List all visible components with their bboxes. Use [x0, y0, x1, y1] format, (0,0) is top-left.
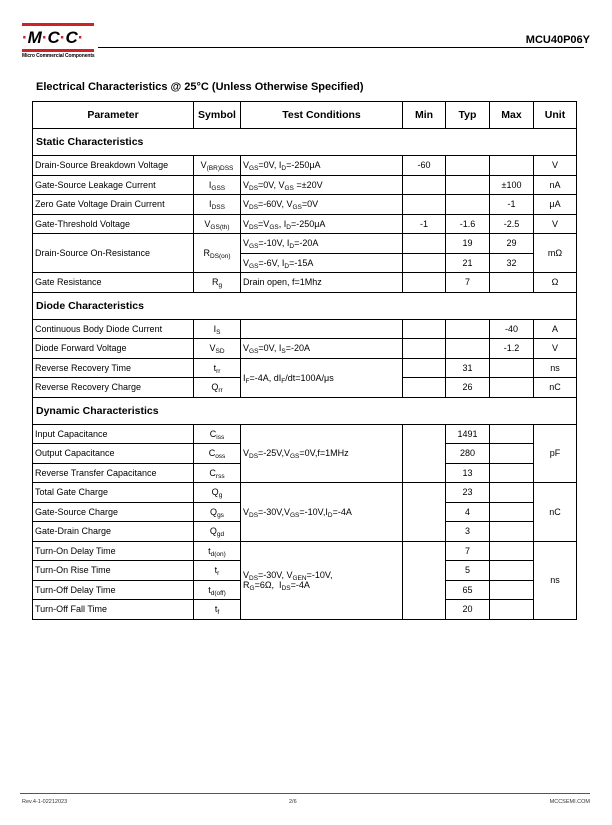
- min: -60: [403, 156, 446, 176]
- footer-website: MCCSEMI.COM: [549, 799, 590, 805]
- typ: 19: [446, 234, 490, 254]
- header-parameter: Parameter: [33, 102, 194, 129]
- header-test-conditions: Test Conditions: [241, 102, 403, 129]
- max: [490, 541, 534, 561]
- typ: 3: [446, 522, 490, 542]
- test-condition: Drain open, f=1Mhz: [241, 273, 403, 293]
- test-condition: $V_{DS}=0V$, $V_{GS} =\pm 20V$: [241, 175, 403, 195]
- typ: 26: [446, 378, 490, 398]
- group-row-static: [33, 129, 577, 156]
- max: [490, 156, 534, 176]
- max: [490, 580, 534, 600]
- max: [490, 561, 534, 581]
- typ: 31: [446, 358, 490, 378]
- symbol: $R_g$: [194, 273, 241, 293]
- symbol: $t_r$: [194, 561, 241, 581]
- symbol: $t_{rr}$: [194, 358, 241, 378]
- footer-revision: Rev.4-1-02212023: [22, 799, 68, 805]
- symbol: $Q_{gs}$: [194, 502, 241, 522]
- min: -1: [403, 214, 446, 234]
- unit: ns: [534, 358, 577, 378]
- param: Turn-On Rise Time: [33, 561, 194, 581]
- symbol: $t_f$: [194, 600, 241, 620]
- typ: [446, 156, 490, 176]
- max: 29: [490, 234, 534, 254]
- min: [403, 339, 446, 359]
- max: -1.2: [490, 339, 534, 359]
- max: [490, 600, 534, 620]
- footer-page-number: 2/6: [289, 799, 297, 805]
- symbol: $t_{d(off)}$: [194, 580, 241, 600]
- typ: -1.6: [446, 214, 490, 234]
- footer-rule: [20, 793, 590, 794]
- table-header-row: [33, 102, 577, 129]
- symbol: $Q_{gd}$: [194, 522, 241, 542]
- max: [490, 444, 534, 464]
- electrical-characteristics-table: [32, 101, 577, 620]
- param: Zero Gate Voltage Drain Current: [33, 195, 194, 215]
- unit: V: [534, 156, 577, 176]
- header-typ: Typ: [446, 102, 490, 129]
- max: -40: [490, 319, 534, 339]
- max: [490, 424, 534, 444]
- test-condition: $I_F=-4A$, $dI_F/dt=100A/\mu s$: [241, 358, 403, 397]
- table-row: [33, 234, 577, 254]
- max: -2.5: [490, 214, 534, 234]
- group-title: Dynamic Characteristics: [33, 397, 577, 424]
- typ: 7: [446, 541, 490, 561]
- mcc-logo: [22, 23, 97, 59]
- typ: 1491: [446, 424, 490, 444]
- unit: ns: [534, 541, 577, 619]
- param: Reverse Recovery Charge: [33, 378, 194, 398]
- min: [403, 253, 446, 273]
- test-condition: $V_{DS}=-25V,V_{GS}=0V,f=1MHz$: [241, 424, 403, 483]
- typ: 65: [446, 580, 490, 600]
- param: Total Gate Charge: [33, 483, 194, 503]
- unit: nC: [534, 378, 577, 398]
- unit: Ω: [534, 273, 577, 293]
- table-row: [33, 195, 577, 215]
- max: 32: [490, 253, 534, 273]
- min: [403, 541, 446, 619]
- typ: [446, 339, 490, 359]
- typ: 13: [446, 463, 490, 483]
- header-max: Max: [490, 102, 534, 129]
- unit: nA: [534, 175, 577, 195]
- logo-top-bar: [22, 23, 94, 26]
- typ: 5: [446, 561, 490, 581]
- unit: μA: [534, 195, 577, 215]
- test-condition: $V_{GS}=-10V$, $I_D=-20A$: [241, 234, 403, 254]
- test-condition: $V_{DS}=-60V$, $V_{GS}=0V$: [241, 195, 403, 215]
- max: [490, 502, 534, 522]
- test-condition: $V_{GS}=0V$, $I_D=-250\mu A$: [241, 156, 403, 176]
- table-row: [33, 319, 577, 339]
- param: Input Capacitance: [33, 424, 194, 444]
- param: Gate Resistance: [33, 273, 194, 293]
- min: [403, 358, 446, 378]
- param: Continuous Body Diode Current: [33, 319, 194, 339]
- test-condition: $V_{DS}=V_{GS}$, $I_D=-250\mu A$: [241, 214, 403, 234]
- header-unit: Unit: [534, 102, 577, 129]
- param: Gate-Drain Charge: [33, 522, 194, 542]
- typ: 21: [446, 253, 490, 273]
- symbol: $I_{DSS}$: [194, 195, 241, 215]
- test-condition: $V_{GS}=0V$, $I_S=-20A$: [241, 339, 403, 359]
- part-number: MCU40P06Y: [525, 34, 590, 46]
- param: Reverse Transfer Capacitance: [33, 463, 194, 483]
- symbol: $V_{SD}$: [194, 339, 241, 359]
- unit: V: [534, 339, 577, 359]
- logo-subtitle: Micro Commercial Components: [22, 53, 95, 59]
- typ: [446, 175, 490, 195]
- unit: mΩ: [534, 234, 577, 273]
- table-row: [33, 175, 577, 195]
- param: Reverse Recovery Time: [33, 358, 194, 378]
- test-condition: [241, 319, 403, 339]
- typ: 4: [446, 502, 490, 522]
- typ: 20: [446, 600, 490, 620]
- param: Turn-On Delay Time: [33, 541, 194, 561]
- typ: [446, 195, 490, 215]
- min: [403, 195, 446, 215]
- header-min: Min: [403, 102, 446, 129]
- max: [490, 273, 534, 293]
- max: ±100: [490, 175, 534, 195]
- group-title: Diode Characteristics: [33, 292, 577, 319]
- param: Gate-Source Charge: [33, 502, 194, 522]
- param: Drain-Source Breakdown Voltage: [33, 156, 194, 176]
- max: [490, 463, 534, 483]
- table-row: [33, 483, 577, 503]
- table-row: [33, 358, 577, 378]
- logo-bottom-bar: [22, 49, 94, 52]
- param: Turn-Off Delay Time: [33, 580, 194, 600]
- max: [490, 378, 534, 398]
- symbol: $Q_g$: [194, 483, 241, 503]
- max: [490, 522, 534, 542]
- param: Gate-Threshold Voltage: [33, 214, 194, 234]
- table-row: [33, 156, 577, 176]
- typ: 23: [446, 483, 490, 503]
- max: [490, 358, 534, 378]
- typ: 280: [446, 444, 490, 464]
- test-condition: $V_{DS}=-30V$, $V_{GEN}=-10V$, $R_G=6\Omega$, $I_{DS}=-4A$: [241, 541, 403, 619]
- symbol: $V_{(BR)DSS}$: [194, 156, 241, 176]
- min: [403, 483, 446, 542]
- symbol: $V_{GS(th)}$: [194, 214, 241, 234]
- table-row: [33, 214, 577, 234]
- unit: pF: [534, 424, 577, 483]
- table-row: [33, 273, 577, 293]
- symbol: $C_{rss}$: [194, 463, 241, 483]
- test-condition: $V_{DS}=-30V,V_{GS}=-10V,I_D=-4A$: [241, 483, 403, 542]
- symbol: $I_S$: [194, 319, 241, 339]
- max: [490, 483, 534, 503]
- symbol: $I_{GSS}$: [194, 175, 241, 195]
- symbol: $R_{DS(on)}$: [194, 234, 241, 273]
- param: Gate-Source Leakage Current: [33, 175, 194, 195]
- test-condition: $V_{GS}=-6V$, $I_D=-15A$: [241, 253, 403, 273]
- min: [403, 424, 446, 483]
- typ: 7: [446, 273, 490, 293]
- symbol: $Q_{rr}$: [194, 378, 241, 398]
- header-symbol: Symbol: [194, 102, 241, 129]
- unit: V: [534, 214, 577, 234]
- table-row: [33, 541, 577, 561]
- group-row-dynamic: [33, 397, 577, 424]
- table-row: [33, 424, 577, 444]
- symbol: $t_{d(on)}$: [194, 541, 241, 561]
- unit: nC: [534, 483, 577, 542]
- group-title: Static Characteristics: [33, 129, 577, 156]
- min: [403, 234, 446, 254]
- min: [403, 378, 446, 398]
- logo-mark: ·M·C·C·: [22, 28, 84, 47]
- param: Drain-Source On-Resistance: [33, 234, 194, 273]
- min: [403, 175, 446, 195]
- table-row: [33, 339, 577, 359]
- group-row-diode: [33, 292, 577, 319]
- min: [403, 319, 446, 339]
- symbol: $C_{oss}$: [194, 444, 241, 464]
- unit: A: [534, 319, 577, 339]
- header-rule: [98, 47, 584, 48]
- typ: [446, 319, 490, 339]
- param: Diode Forward Voltage: [33, 339, 194, 359]
- param: Turn-Off Fall Time: [33, 600, 194, 620]
- min: [403, 273, 446, 293]
- symbol: $C_{iss}$: [194, 424, 241, 444]
- param: Output Capacitance: [33, 444, 194, 464]
- section-title: Electrical Characteristics @ 25°C (Unless Otherwise Specified): [36, 81, 364, 93]
- max: -1: [490, 195, 534, 215]
